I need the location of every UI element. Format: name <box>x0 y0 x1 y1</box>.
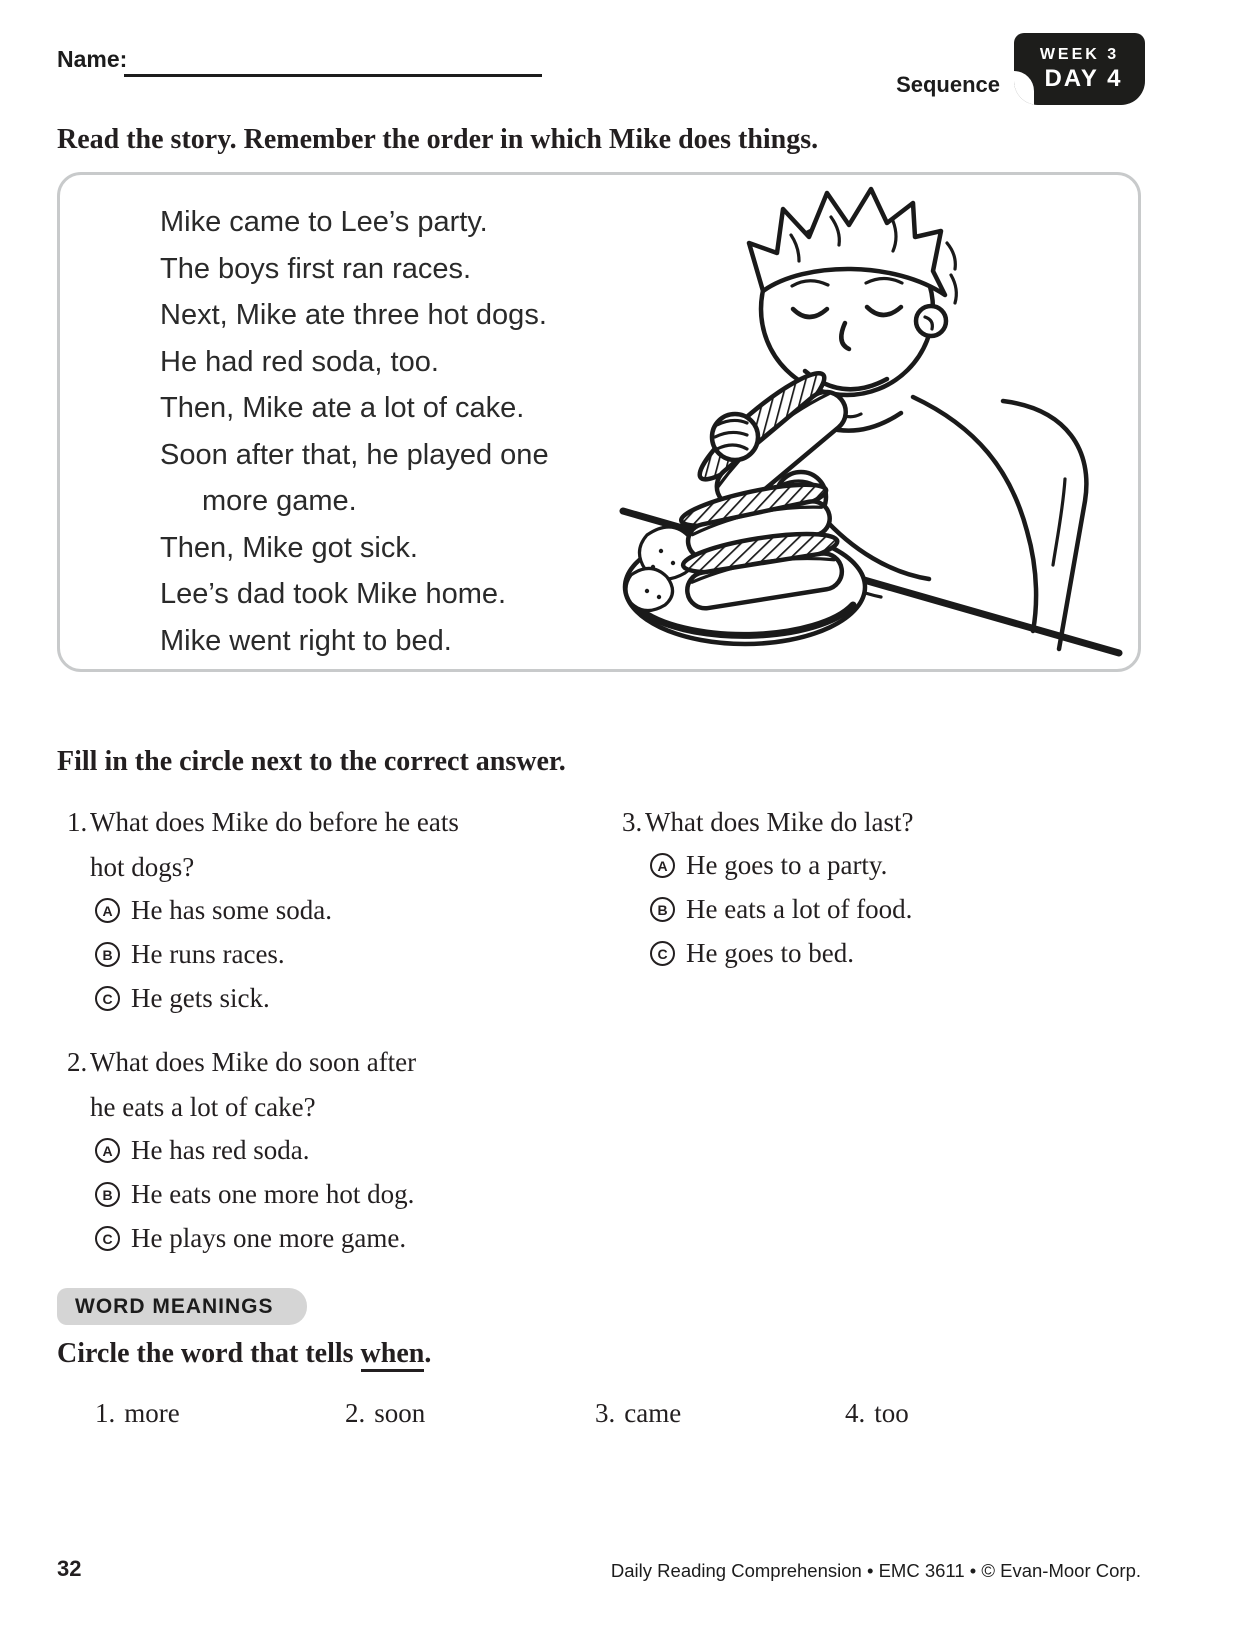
answer-option <box>650 850 1152 880</box>
answer-option <box>95 1223 602 1253</box>
story-line: He had red soda, too. <box>160 345 439 378</box>
week-day-badge <box>1014 33 1145 105</box>
questions-column-left <box>57 800 602 1270</box>
week-label: WEEK 3 <box>1039 45 1120 63</box>
word-choice[interactable]: 3. came <box>595 1398 682 1428</box>
word-choices-row <box>95 1398 1095 1429</box>
question-text: hot dogs? <box>90 852 195 882</box>
answer-bubble[interactable]: B <box>95 1182 120 1207</box>
question-1 <box>57 800 602 1011</box>
question-text: What does Mike do soon after <box>90 1047 417 1077</box>
answer-bubble[interactable]: B <box>650 897 675 922</box>
answer-option <box>95 939 602 969</box>
answer-bubble[interactable]: C <box>95 1226 120 1251</box>
story-line: more game. <box>202 485 357 517</box>
story-box <box>57 172 1141 672</box>
question-number: 3. <box>622 807 643 837</box>
answer-text: He gets sick. <box>131 983 270 1013</box>
question-number: 2. <box>67 1047 88 1077</box>
name-blank-line[interactable] <box>124 74 542 77</box>
question-text: he eats a lot of cake? <box>90 1092 316 1122</box>
fill-circle-instruction: Fill in the circle next to the correct answer. <box>57 746 566 777</box>
answer-text: He eats one more hot dog. <box>131 1179 415 1209</box>
story-line: The boys first ran races. <box>160 252 472 285</box>
footer-credit: Daily Reading Comprehension • EMC 3611 • © Evan-Moor Corp. <box>610 1560 1141 1581</box>
story-line: Soon after that, he played one <box>160 438 549 471</box>
answer-text: He goes to a party. <box>686 850 888 880</box>
word-choice[interactable]: 2. soon <box>345 1398 426 1428</box>
story-line: Then, Mike got sick. <box>160 531 418 564</box>
page-number: 32 <box>57 1556 82 1581</box>
answer-text: He has red soda. <box>131 1135 310 1165</box>
answer-option <box>95 1179 602 1209</box>
story-line: Lee’s dad took Mike home. <box>160 578 507 610</box>
answer-text: He plays one more game. <box>131 1223 407 1253</box>
word-choice-text[interactable]: soon <box>374 1398 426 1428</box>
word-choice[interactable]: 1. more <box>95 1398 180 1428</box>
name-label: Name: <box>57 46 128 72</box>
question-text: What does Mike do last? <box>645 807 914 837</box>
answer-text: He has some soda. <box>131 895 332 925</box>
answer-text: He runs races. <box>131 939 285 969</box>
answer-option <box>95 895 602 925</box>
question-2 <box>57 1040 602 1251</box>
answer-bubble[interactable]: A <box>650 853 675 878</box>
boy-eating-hot-dog-illustration <box>595 179 1130 667</box>
answer-option <box>95 1135 602 1165</box>
word-choice-text[interactable]: more <box>124 1398 180 1428</box>
story-line: Mike went right to bed. <box>160 624 452 657</box>
answer-bubble[interactable]: C <box>95 986 120 1011</box>
question-3 <box>612 800 1152 966</box>
underlined-word: when <box>361 1338 425 1372</box>
questions-column-right <box>612 800 1152 985</box>
word-choice-text[interactable]: came <box>624 1398 682 1428</box>
answer-option <box>650 938 1152 968</box>
answer-bubble[interactable]: C <box>650 941 675 966</box>
word-choice-text[interactable]: too <box>874 1398 909 1428</box>
story-text <box>160 199 549 664</box>
answer-option <box>95 983 602 1013</box>
read-story-instruction: Read the story. Remember the order in which Mike does things. <box>57 124 819 155</box>
word-choice[interactable]: 4. too <box>845 1398 909 1428</box>
answer-bubble[interactable]: A <box>95 1138 120 1163</box>
skill-label: Sequence <box>896 72 1000 97</box>
answer-bubble[interactable]: A <box>95 898 120 923</box>
story-line: Then, Mike ate a lot of cake. <box>160 392 525 424</box>
question-text: What does Mike do before he eats <box>90 807 459 837</box>
answer-text: He goes to bed. <box>686 938 854 968</box>
answer-text: He eats a lot of food. <box>686 894 913 924</box>
answer-option <box>650 894 1152 924</box>
word-meanings-badge: WORD MEANINGS <box>57 1288 307 1325</box>
circle-word-instruction: Circle the word that tells when. <box>57 1338 431 1370</box>
question-number: 1. <box>67 807 88 837</box>
answer-bubble[interactable]: B <box>95 942 120 967</box>
story-line: Mike came to Lee’s party. <box>160 206 488 238</box>
day-label: DAY 4 <box>1044 64 1123 92</box>
story-line: Next, Mike ate three hot dogs. <box>160 299 547 331</box>
